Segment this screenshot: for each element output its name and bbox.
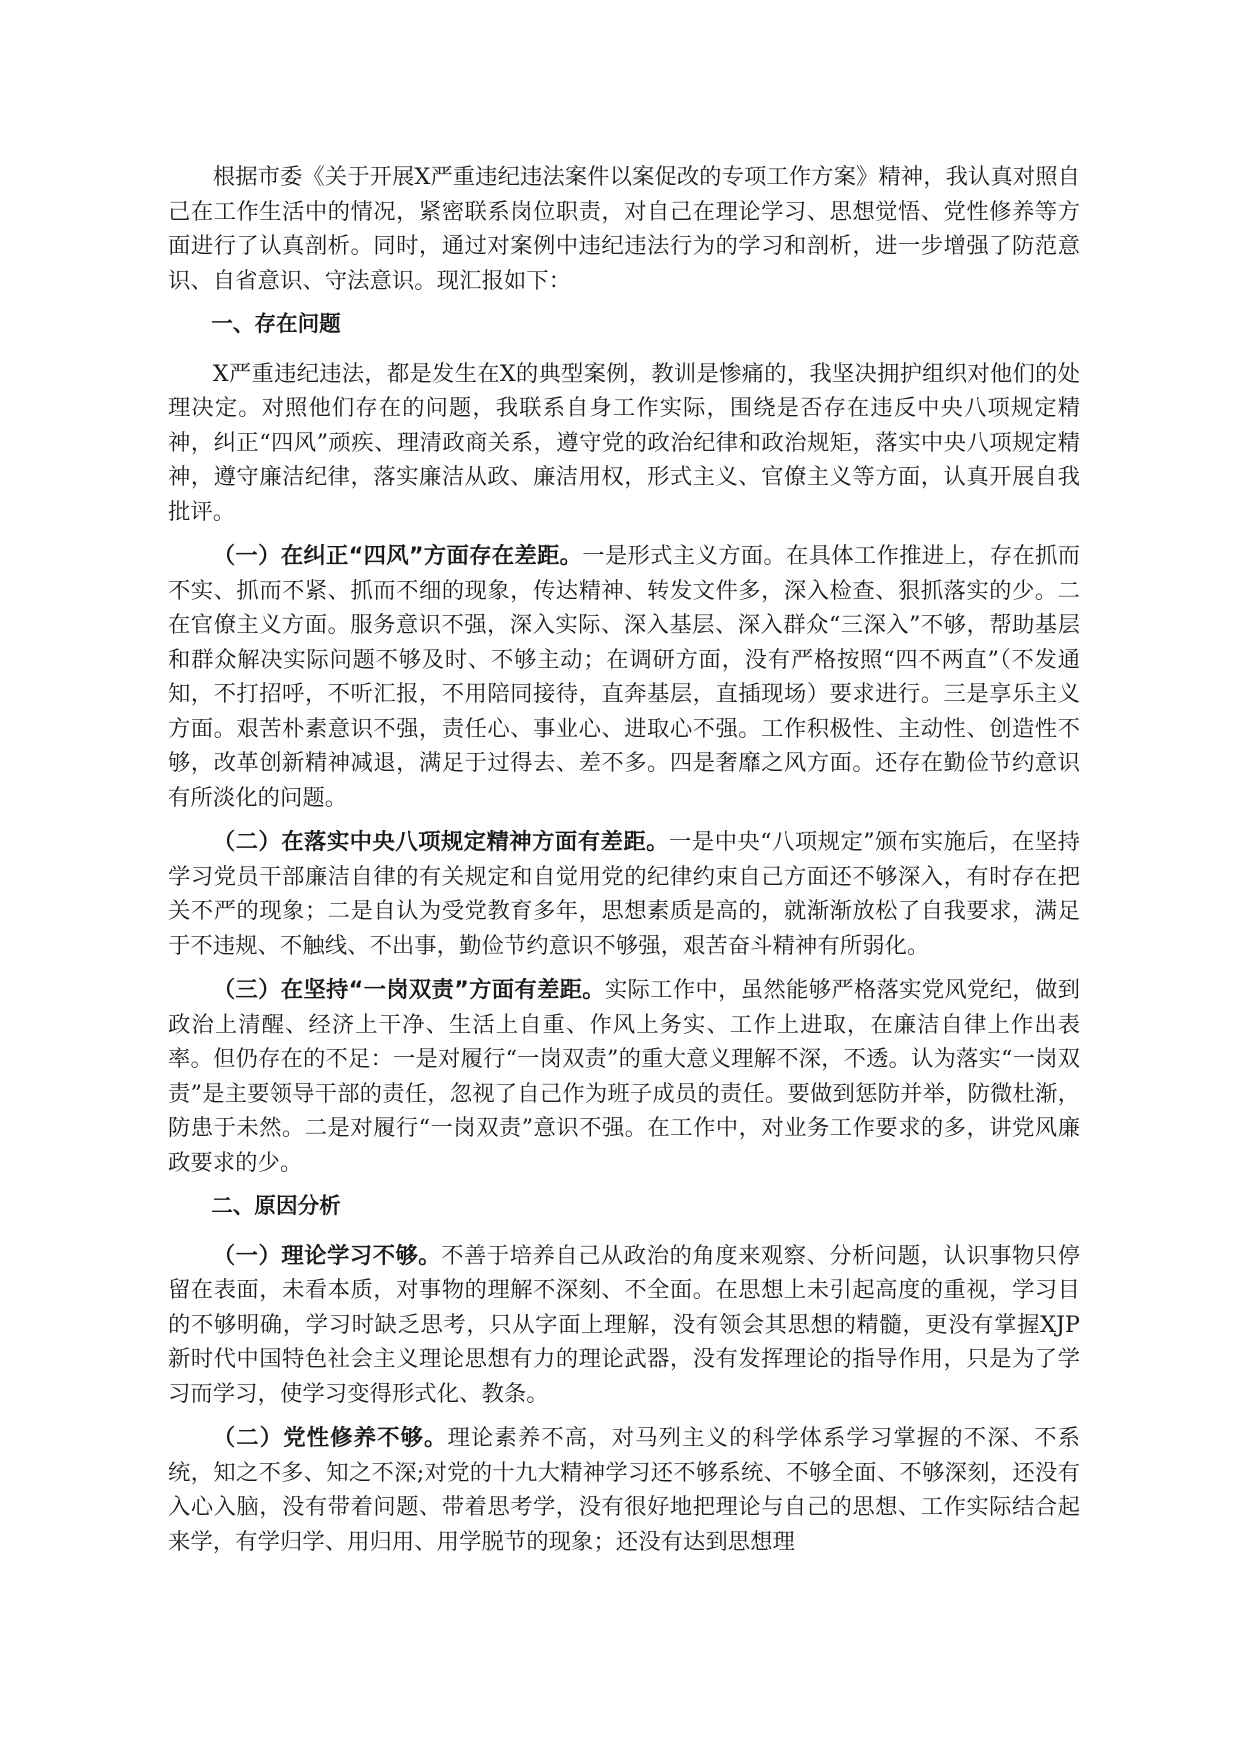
cause-item-theory-study <box>168 1239 1080 1412</box>
section-heading-causes: 二、原因分析 <box>211 1194 341 1219</box>
problem-item-lead: （一）在纠正“四风”方面存在差距。 <box>212 543 583 569</box>
problem-item-text: 一是中央“八项规定”颁布实施后，在坚持学习党员干部廉洁自律的有关规定和自觉用党的纪律约束自己方面还不够深入，有时存在把关不严的现象；二是自认为受党教育多年，思想素质是高的，就渐渐放松了自我要求，满足于不违规、不触线、不出事，勤俭节约意识不够强，艰苦奋斗精神有所弱化。 <box>168 829 1080 959</box>
cause-item-party-cultivation <box>168 1421 1080 1559</box>
problem-item-text: 实际工作中，虽然能够严格落实党风党纪，做到政治上清醒、经济上干净、生活上自重、作风上务实、工作上进取，在廉洁自律上作出表率。但仍存在的不足：一是对履行“一岗双责”的重大意义理解不深，不透。认为落实“一岗双责”是主要领导干部的责任，忽视了自己作为班子成员的责任。要做到惩防并举，防微杜渐，防患于未然。二是对履行“一岗双责”意识不强。在工作中，对业务工作要求的多，讲党风廉政要求的少。 <box>168 977 1080 1176</box>
problem-item-dual-responsibility <box>168 973 1080 1180</box>
cause-item-lead: （一）理论学习不够。 <box>212 1242 442 1269</box>
cause-item-lead: （二）党性修养不够。 <box>212 1425 448 1451</box>
cause-item-text: 不善于培养自己从政治的角度来观察、分析问题，认识事物只停留在表面，未看本质，对事物的理解不深刻、不全面。在思想上未引起高度的重视，学习目的不够明确，学习时缺乏思考，只从字面上理解，没有领会其思想的精髓，更没有掌握XJP新时代中国特色社会主义理论思想有力的理论武器，没有发挥理论的指导作用，只是为了学习而学习，使学习变得形式化、教条。 <box>168 1242 1081 1407</box>
problems-intro-paragraph: X严重违纪违法，都是发生在X的典型案例，教训是惨痛的，我坚决拥护组织对他们的处理决定。对照他们存在的问题，我联系自身工作实际，围绕是否存在违反中央八项规定精神，纠正“四风”顽疾、理清政商关系，遵守党的政治纪律和政治规矩，落实中央八项规定精神，遵守廉洁纪律，落实廉洁从政、廉洁用权，形式主义、官僚主义等方面，认真开展自我批评。 <box>168 360 1080 525</box>
problem-item-lead: （三）在坚持“一岗双责”方面有差距。 <box>212 977 605 1003</box>
problem-item-lead: （二）在落实中央八项规定精神方面有差距。 <box>212 829 669 855</box>
intro-paragraph: 根据市委《关于开展X严重违纪违法案件以案促改的专项工作方案》精神，我认真对照自己在工作生活中的情况，紧密联系岗位职责，对自己在理论学习、思想觉悟、党性修养等方面进行了认真剖析。同时，通过对案例中违纪违法行为的学习和剖析，进一步增强了防范意识、自省意识、守法意识。现汇报如下： <box>168 164 1080 294</box>
section-heading-problems: 一、存在问题 <box>211 312 341 337</box>
document-body <box>168 160 1080 1569</box>
problem-item-four-winds <box>168 539 1080 815</box>
problem-item-text: 一是形式主义方面。在具体工作推进上，存在抓而不实、抓而不紧、抓而不细的现象，传达精神、转发文件多，深入检查、狠抓落实的少。二在官僚主义方面。服务意识不强，深入实际、深入基层、深入群众“三深入”不够，帮助基层和群众解决实际问题不够及时、不够主动；在调研方面，没有严格按照“四不两直”（不发通知，不打招呼，不听汇报，不用陪同接待，直奔基层，直插现场）要求进行。三是享乐主义方面。艰苦朴素意识不强，责任心、事业心、进取心不强。工作积极性、主动性、创造性不够，改革创新精神减退，满足于过得去、差不多。四是奢靡之风方面。还存在勤俭节约意识有所淡化的问题。 <box>168 543 1081 811</box>
cause-item-text: 理论素养不高，对马列主义的科学体系学习掌握的不深、不系统，知之不多、知之不深;对党的十九大精神学习还不够系统、不够全面、不够深刻，还没有入心入脑，没有带着问题、带着思考学，没有很好地把理论与自己的思想、工作实际结合起来学，有学归学、用归用、用学脱节的现象；还没有达到思想理 <box>168 1425 1081 1555</box>
problem-item-eight-rules <box>168 825 1080 963</box>
